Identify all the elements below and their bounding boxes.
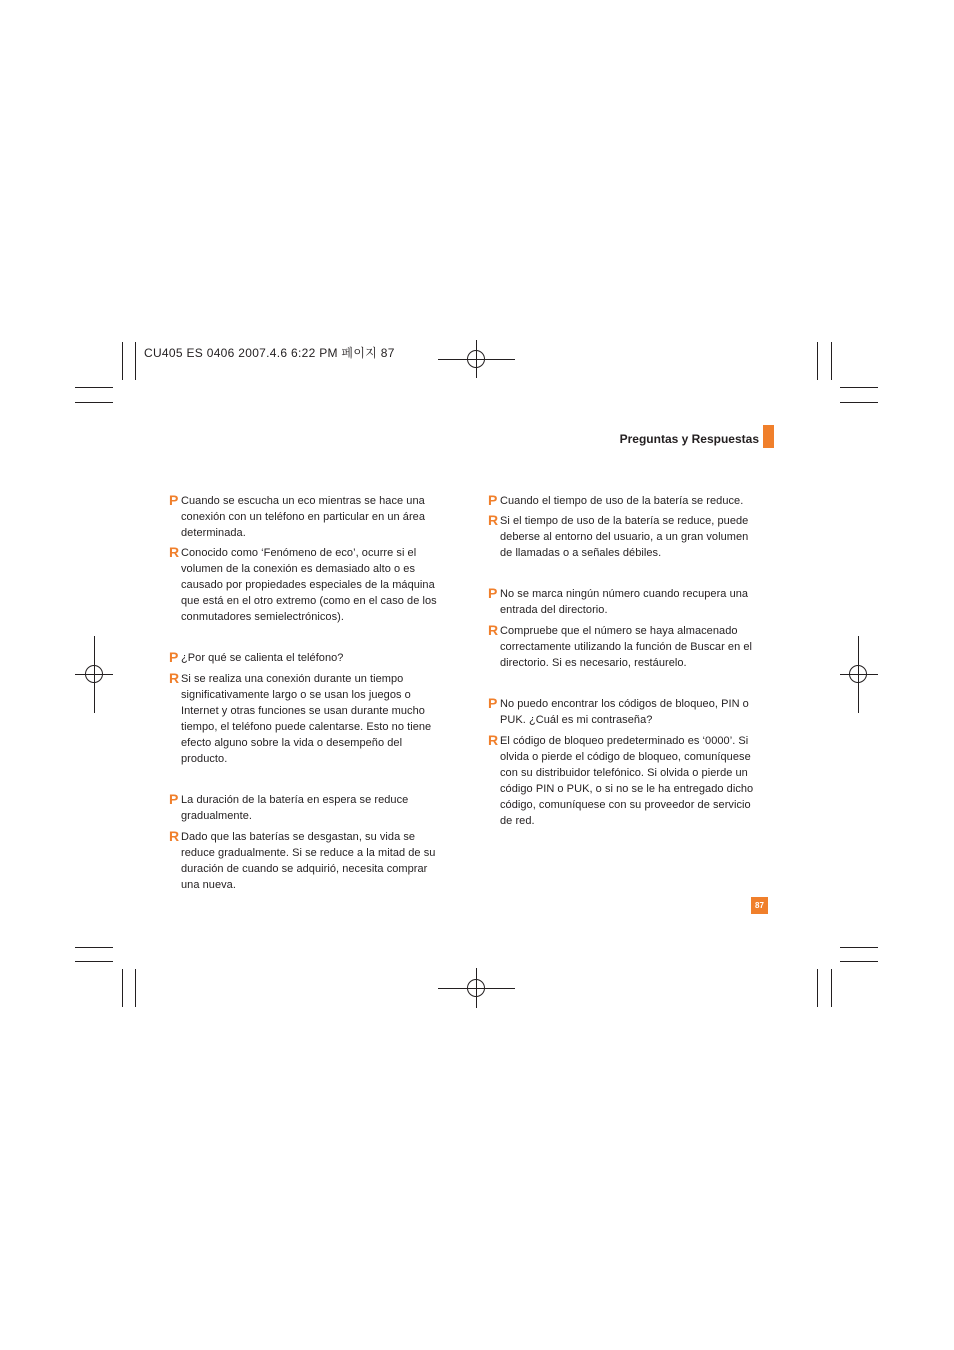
- question-text: No puedo encontrar los códigos de bloqueo, PIN o PUK. ¿Cuál es mi contraseña?: [500, 698, 749, 726]
- question-marker: P: [169, 649, 179, 665]
- question-text: ¿Por qué se calienta el teléfono?: [181, 652, 344, 664]
- question-marker: P: [169, 492, 179, 508]
- answer-marker: R: [169, 670, 180, 686]
- registration-circle-icon: [849, 665, 867, 683]
- question-marker: P: [488, 695, 498, 711]
- answer-text: Compruebe que el número se haya almacenado correctamente utilizando la función de Buscar en el directorio. Si es necesario, restáurelo.: [500, 625, 753, 669]
- answer-marker: R: [169, 828, 180, 844]
- crop-mark: [75, 402, 113, 403]
- question-marker: P: [488, 492, 498, 508]
- crop-mark: [75, 387, 113, 388]
- answer-marker: R: [488, 622, 499, 638]
- crop-mark: [135, 342, 136, 380]
- crop-mark: [135, 969, 136, 1007]
- crop-mark: [840, 402, 878, 403]
- crop-mark: [817, 969, 818, 1007]
- answer-marker: R: [169, 544, 180, 560]
- crop-mark: [817, 342, 818, 380]
- registration-circle-icon: [467, 350, 485, 368]
- crop-mark: [831, 342, 832, 380]
- crop-mark: [122, 342, 123, 380]
- page-number: 87: [751, 897, 768, 914]
- crop-mark: [840, 387, 878, 388]
- question-text: Cuando el tiempo de uso de la batería se reduce.: [500, 495, 744, 507]
- answer-text: El código de bloqueo predeterminado es ‘0000’. Si olvida o pierde el código de bloqueo, comuníquese con su distribuidor telefónico. Si olvida o pierde un código PIN o PUK, o si no se le ha entregado dicho código, comuníquese con su proveedor de servicio de red.: [500, 735, 754, 827]
- question-marker: P: [488, 585, 498, 601]
- question-text: La duración de la batería en espera se reduce gradualmente.: [181, 794, 409, 822]
- question-text: Cuando se escucha un eco mientras se hace una conexión con un teléfono en particular en un área determinada.: [181, 495, 426, 539]
- registration-circle-icon: [85, 665, 103, 683]
- crop-mark: [831, 969, 832, 1007]
- answer-marker: R: [488, 732, 499, 748]
- printer-slug: CU405 ES 0406 2007.4.6 6:22 PM 페이지 87: [144, 346, 395, 360]
- answer-text: Si el tiempo de uso de la batería se reduce, puede deberse al entorno del usuario, a un gran volumen de llamadas o a señales débiles.: [500, 515, 749, 559]
- answer-marker: R: [488, 512, 499, 528]
- section-tab-marker: [763, 425, 774, 448]
- crop-mark: [122, 969, 123, 1007]
- answer-text: Dado que las baterías se desgastan, su vida se reduce gradualmente. Si se reduce a la mitad de su duración de cuando se adquirió, necesita comprar una nueva.: [181, 831, 436, 891]
- answer-text: Conocido como ‘Fenómeno de eco’, ocurre si el volumen de la conexión es demasiado alto o es causado por propiedades especiales de la máquina que está en el otro extremo (como en el caso de los conmutadores semielectrónicos).: [181, 547, 437, 623]
- section-title: Preguntas y Respuestas: [619, 432, 759, 446]
- question-marker: P: [169, 791, 179, 807]
- crop-mark: [75, 947, 113, 948]
- question-text: No se marca ningún número cuando recupera una entrada del directorio.: [500, 588, 749, 616]
- crop-mark: [840, 947, 878, 948]
- answer-text: Si se realiza una conexión durante un tiempo significativamente largo o se usan los juegos o Internet y otras funciones se usan durante mucho tiempo, el teléfono puede calentarse. Esto no tiene efecto alguno sobre la vida o desempeño del producto.: [181, 673, 432, 765]
- crop-mark: [840, 961, 878, 962]
- crop-mark: [75, 961, 113, 962]
- registration-circle-icon: [467, 979, 485, 997]
